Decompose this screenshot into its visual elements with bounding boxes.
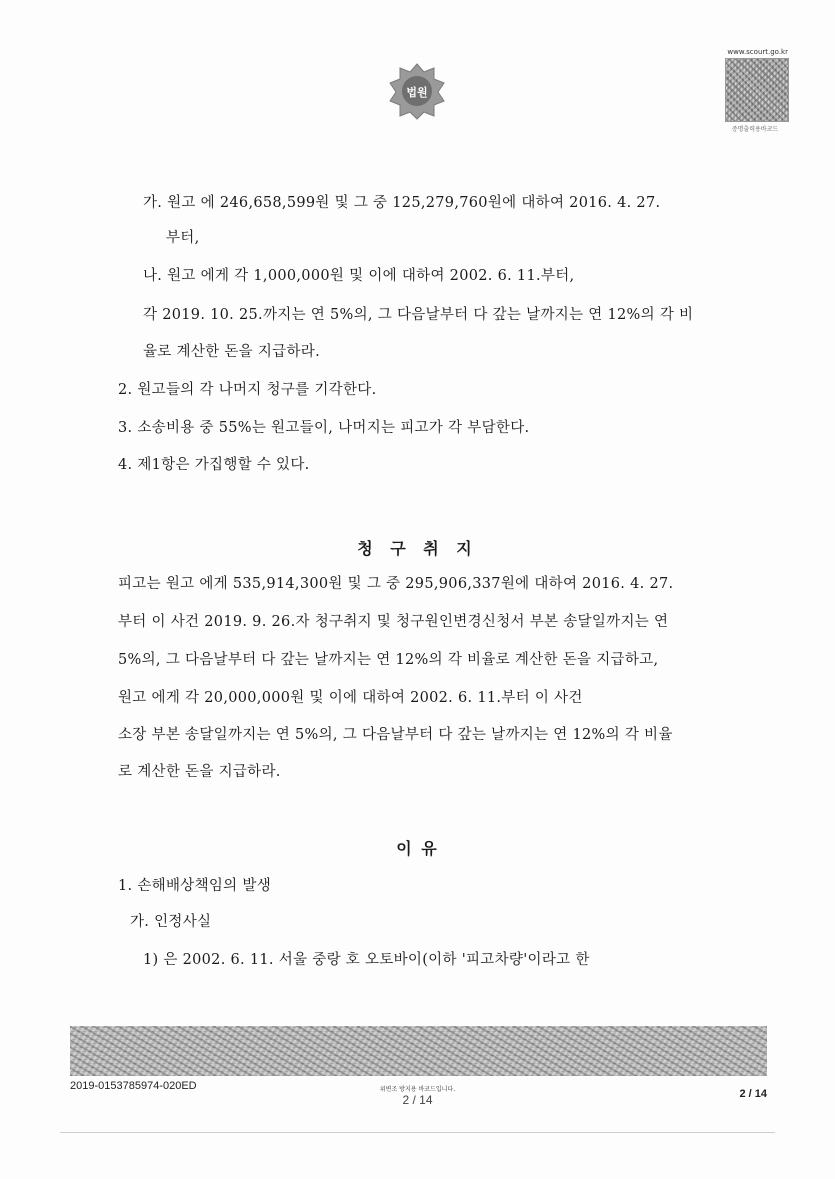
qr-caption: 증명출력용바코드	[731, 126, 779, 133]
emblem-label: 법원	[406, 86, 428, 99]
order-line: 나. 원고 에게 각 1,000,000원 및 이에 대하여 2002. 6. 11.부터,	[143, 268, 575, 284]
order-line: 2. 원고들의 각 나머지 청구를 기각한다.	[118, 382, 377, 398]
verification-code	[722, 48, 788, 133]
qr-code-icon	[725, 58, 789, 122]
claim-line: 5%의, 그 다음날부터 다 갚는 날까지는 연 12%의 각 비율로 계산한 돈을 지급하고,	[118, 652, 659, 668]
order-line: 각 2019. 10. 25.까지는 연 5%의, 그 다음날부터 다 갚는 날까지는 연 12%의 각 비	[143, 307, 694, 323]
court-emblem-icon	[388, 62, 446, 120]
reason-line: 가. 인정사실	[130, 914, 212, 930]
document-id: 2019-0153785974-020ED	[70, 1080, 197, 1092]
page-number: 2 / 14	[739, 1088, 767, 1100]
reason-line: 1. 손해배상책임의 발생	[118, 878, 272, 894]
claim-line: 로 계산한 돈을 지급하라.	[118, 764, 281, 780]
claim-line: 부터 이 사건 2019. 9. 26.자 청구취지 및 청구원인변경신청서 부본 송달일까지는 연	[118, 614, 669, 630]
center-page-number: 2 / 14	[402, 1093, 433, 1107]
bottom-divider	[60, 1132, 775, 1133]
claim-line: 원고 에게 각 20,000,000원 및 이에 대하여 2002. 6. 11.부터 이 사건	[118, 690, 583, 706]
claim-line: 소장 부본 송달일까지는 연 5%의, 그 다음날부터 다 갚는 날까지는 연 12%의 각 비율	[118, 727, 673, 743]
order-line: 부터,	[166, 230, 200, 246]
order-line: 가. 원고 에 246,658,599원 및 그 중 125,279,760원에 대하여 2016. 4. 27.	[143, 195, 661, 211]
qr-url: www.scourt.go.kr	[727, 48, 788, 56]
reason-heading: 이 유	[396, 839, 439, 858]
security-pattern-band	[70, 1026, 767, 1076]
forgery-notice: 위변조 방지용 바코드입니다.	[379, 1086, 456, 1093]
claim-line: 피고는 원고 에게 535,914,300원 및 그 중 295,906,337원에 대하여 2016. 4. 27.	[118, 576, 674, 592]
order-line: 율로 계산한 돈을 지급하라.	[143, 344, 321, 360]
reason-line: 1) 은 2002. 6. 11. 서울 중랑 호 오토바이(이하 '피고차량'이라고 한	[143, 952, 590, 968]
claim-heading: 청 구 취 지	[357, 539, 478, 558]
order-line: 3. 소송비용 중 55%는 원고들이, 나머지는 피고가 각 부담한다.	[118, 420, 530, 436]
order-line: 4. 제1항은 가집행할 수 있다.	[118, 457, 310, 473]
